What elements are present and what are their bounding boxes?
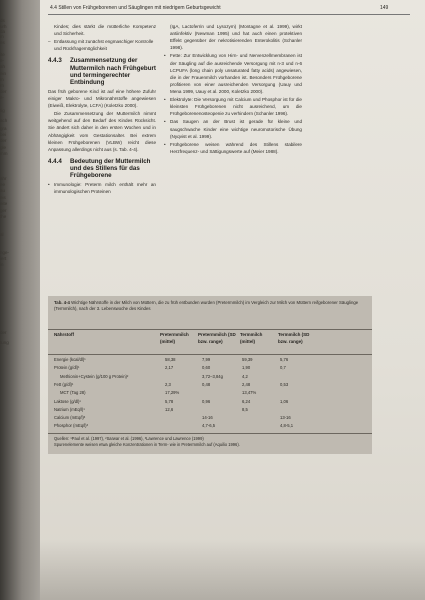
table-row-label: Fett (g/dl)¹ xyxy=(54,381,74,387)
gutter-fragment: in xyxy=(0,262,4,267)
paragraph-continuation: Kindes; dies stärkt die mütterliche Kompetenz und Sicherheit. xyxy=(54,24,156,37)
right-column xyxy=(164,23,302,156)
gutter-fragment: da xyxy=(0,29,6,34)
table-rule-bottom xyxy=(48,433,372,434)
gutter-fragment: eite xyxy=(0,201,8,206)
page-shadow xyxy=(40,540,425,600)
section-heading-4-4-3 xyxy=(48,57,156,86)
table-footer xyxy=(54,436,366,448)
section-number: 4.4.4 xyxy=(48,157,62,165)
header-rule xyxy=(48,14,410,15)
table-4-4 xyxy=(48,296,372,454)
table-column-header: Pretermmilch (mittel) xyxy=(160,332,189,344)
table-cell: 1,90 xyxy=(242,365,251,371)
book-page xyxy=(40,0,425,600)
table-column-header: Pretermmilch (SD bzw. range) xyxy=(198,332,236,344)
gutter-fragment: nge- xyxy=(0,250,10,255)
table-column-header: Termmilch (SD bzw. range) xyxy=(278,332,310,344)
table-cell: 13-16 xyxy=(280,415,291,421)
table-row-label: Energie (kcal/dl)¹ xyxy=(54,357,86,362)
gutter-fragment: ahr xyxy=(0,176,7,181)
table-cell: 4,8-5,1 xyxy=(280,423,294,429)
table-cell: 2,3 xyxy=(165,381,171,387)
table-cell: 13,47% xyxy=(242,390,257,396)
paragraph: Die Zusammensetzung der Muttermilch nimmt weitgehend auf den Bedarf des Kindes Rücksicht. Sie ändert sich daher in den ersten Wochen und in Abhängigkeit vom Gestationsalter. Bei extrem kleinen Frühgeborenen (VLBW) reicht diese Anpassung allerdings nicht aus (s. Tab. 4-4). xyxy=(48,111,156,152)
table-cell: 0,96 xyxy=(202,398,211,404)
table-row-label: Phosphor (mEq/l)³ xyxy=(54,423,88,429)
table-cell: 0,7 xyxy=(280,365,286,371)
bullet-item-fette: • Fette: Zur Entwicklung von Hirn- und Nervenzellmembranen ist der Säugling auf die ausreichende Versorgung mit n-3 und n-6 LCPUFA (long chain poly unsaturated fatty acids) angewiesen, die in der Frauenmilch vorhanden ist. Besonders Frühgeborene profitieren von einer ausreichenden Versorgung (Uauy und Mena 1999, Uauy et al. 2000, Koletzko 2000). xyxy=(164,52,302,95)
gutter-fragment: es xyxy=(0,40,5,45)
table-caption xyxy=(54,300,366,312)
gutter-fragment: au xyxy=(0,188,6,193)
left-column xyxy=(48,23,156,197)
table-cell: 1,06 xyxy=(280,398,289,404)
table-row-label: Natrium (mEq/l)¹ xyxy=(54,406,85,412)
gutter-fragment: ein xyxy=(0,71,7,76)
table-cell: 2,17 xyxy=(165,365,174,371)
table-cell: 59,39 xyxy=(242,357,253,362)
gutter-fragment: rn xyxy=(0,83,5,88)
gutter-fragment: urh xyxy=(0,24,7,29)
table-cell: 58,38 xyxy=(165,357,176,362)
gutter-fragment: ite xyxy=(0,52,5,57)
table-label: Tab. 4-4 xyxy=(54,300,70,305)
gutter-fragment: m xyxy=(0,34,4,39)
page-number: 149 xyxy=(380,5,389,11)
table-rule-top xyxy=(48,329,372,330)
table-cell: 6,24 xyxy=(242,398,251,404)
section-title: Zusammensetzung der Muttermilch nach Frühgeburt und termingerechter Entbindung xyxy=(70,57,156,86)
table-cell: 0,53 xyxy=(280,381,289,387)
table-row-label: Methionin+Cystein (g/100 g Protein)² xyxy=(60,373,129,379)
gutter-fragment: ah xyxy=(0,64,6,69)
dash-list-item: – Entlassung mit zunächst engmaschiger Kontrolle und Rückfragemöglichkeit xyxy=(48,38,156,52)
table-cell: 2,48 xyxy=(242,381,251,387)
section-number: 4.4.3 xyxy=(48,57,62,65)
table-footnote: Spurenelemente weisen etwa gleiche Konzentrationen in Term- wie in Pretermmilch auf (Aquilio 1996). xyxy=(54,442,240,448)
bullet-item-saugen: • Das Saugen an der Brust ist gerade für kleine und saugschwache Kinder eine wichtige neuromotorische Übung (Nyqvist et al. 1999). xyxy=(164,118,302,139)
gutter-fragment: der xyxy=(0,330,7,335)
table-cell: 5,76 xyxy=(280,357,289,362)
bullet-item-elektrolyte: • Elektrolyte: Die Versorgung mit Calcium und Phosphor ist für die kleinsten Frühgeborenen nicht ausreichend, um die Frühgeborenenosteopenie zu verhindern (Schanler 1996). xyxy=(164,96,302,117)
bullet-item-fruehgeborene: • Frühgeborene weisen während des Stillens stabilere Herzfrequenz- und Sättigungswerte auf (Meier 1988). xyxy=(164,141,302,155)
gutter-fragment: gra xyxy=(0,126,7,131)
table-caption-text: Wichtige Nährstoffe in der Milch von Müttern, die zu früh entbunden wurden (Pretermmilch) im Vergleich zur Milch von Müttern reifgeborener Säuglinge (Termmilch), nach der 3. Lebenswoche des Kindes xyxy=(54,300,359,312)
table-cell: 4,7-6,5 xyxy=(202,423,216,429)
table-row-label: Protein (g/dl)¹ xyxy=(54,365,80,371)
gutter-fragment: tung xyxy=(0,340,9,345)
gutter-fragment: ee xyxy=(0,182,6,187)
table-cell: 7,99 xyxy=(202,357,211,362)
gutter-fragment: gle xyxy=(0,145,7,150)
table-row-label: Laktose (g/dl)¹ xyxy=(54,398,81,404)
gutter-fragment: tig xyxy=(0,108,5,113)
table-rule-header xyxy=(48,354,372,355)
gutter-fragment: al xyxy=(0,232,4,237)
table-cell: 0,60 xyxy=(202,365,211,371)
table-sources: Quellen: ¹Paul et al. (1997), ²Sarwar et al. (1996), ³Lawrence und Lawrence (1999) xyxy=(54,436,204,441)
table-cell: 3,72–3,84g xyxy=(202,373,223,379)
running-header-title: 4.4 Stillen von Frühgeborenen und Säuglingen mit niedrigem Geburtsgewicht xyxy=(50,5,221,11)
section-heading-4-4-4 xyxy=(48,158,156,179)
gutter-fragment: ach xyxy=(0,118,8,123)
gutter-fragment: e- xyxy=(0,95,5,100)
gutter-fragment: iert xyxy=(0,256,7,261)
gutter-fragment: eis xyxy=(0,195,6,200)
gutter-fragment: m xyxy=(0,77,4,82)
table-cell: 8,5 xyxy=(242,406,248,412)
gutter-fragment: der xyxy=(0,89,7,94)
table-cell: 17,29% xyxy=(165,390,180,396)
table-column-header: Nährstoff xyxy=(54,332,74,337)
paragraph-continuation: (IgA, Lactoferrin und Lysozym) (Montagne et al. 1999), wirkt antiinfektiv (Newman 1995) und hat auch einen protektiven Effekt gegenüber der nekrotisierenden Enterokolitis (Schanler 1998). xyxy=(170,24,302,51)
gutter-fragment: e- xyxy=(0,58,5,63)
table-row-label: MCT (Tag 28) xyxy=(60,390,86,396)
table-cell: 4,2 xyxy=(242,373,248,379)
table-cell: 5,78 xyxy=(165,398,174,404)
gutter-fragment: ger xyxy=(0,208,7,213)
gutter-fragment: ds xyxy=(0,18,5,23)
section-title: Bedeutung der Muttermilch und des Stillens für das Frühgeborene xyxy=(70,157,151,180)
gutter-fragment: der xyxy=(0,138,7,143)
table-cell: 14-16 xyxy=(202,415,213,421)
table-column-header: Termmilch (mittel) xyxy=(240,332,263,344)
gutter-fragment: mm xyxy=(0,151,8,156)
table-cell: 12,6 xyxy=(165,406,174,412)
table-cell: 0,48 xyxy=(202,381,211,387)
bullet-item-immunologie: • Immunologie: Preterm milch enthält mehr an immunologischen Proteinen xyxy=(48,181,156,195)
paragraph: Das früh geborene Kind ist auf eine höhere Zufuhr einiger Makro- und Mikronährstoffe angewiesen (Eiweiß, Elektrolyte, LCFA) (Koletzko 2000). xyxy=(48,88,156,109)
gutter-fragment: the xyxy=(0,214,7,219)
table-row-label: Calcium (mEq/l)³ xyxy=(54,415,86,421)
gutter-fragment: bei xyxy=(0,132,7,137)
